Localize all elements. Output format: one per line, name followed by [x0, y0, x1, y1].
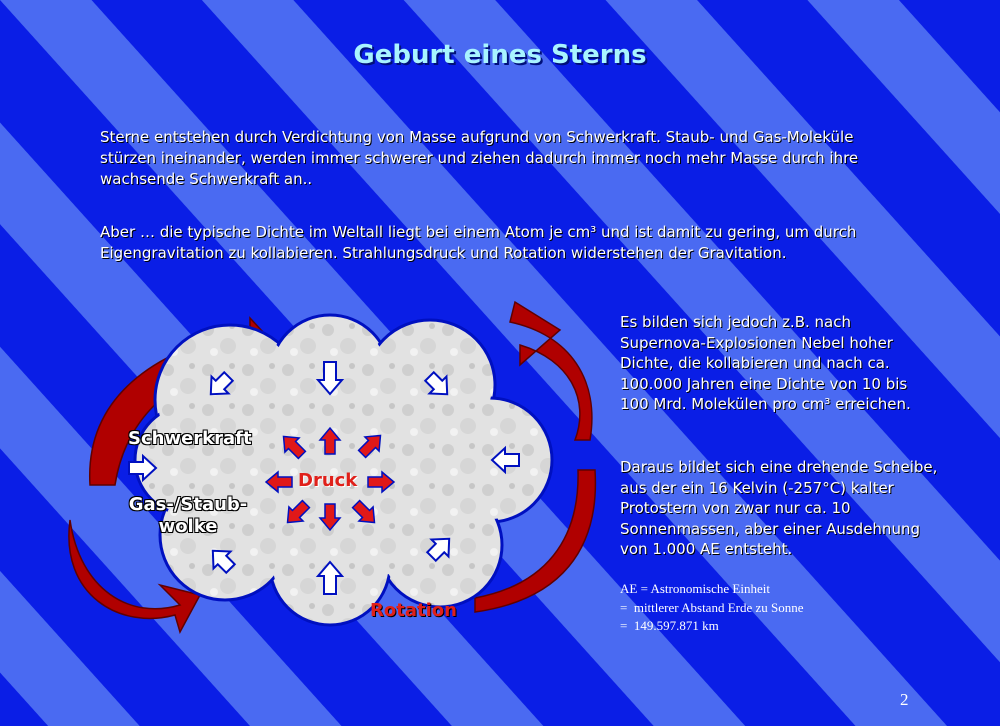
label-gas-dust-cloud: Gas-/Staub- wolke — [128, 494, 248, 537]
page-number: 2 — [900, 690, 909, 709]
paragraph-2: Aber … die typische Dichte im Weltall liegt bei einem Atom je cm³ und ist damit zu gering, um durch Eigengravitation zu kollabieren. Strahlungsdruck und Rotation widerstehen der Gravitation. — [100, 223, 857, 262]
label-gravity: Schwerkraft — [128, 428, 252, 449]
slide-title: Geburt eines Sterns — [353, 40, 647, 70]
paragraph-1: Sterne entstehen durch Verdichtung von Masse aufgrund von Schwerkraft. Staub- und Gas-Moleküle stürzen ineinander, werden immer schwerer und ziehen dadurch immer noch mehr Masse durch ihre wachsende Schwerkraft an.. — [100, 128, 859, 188]
paragraph-4: Daraus bildet sich eine drehende Scheibe, aus der ein 16 Kelvin (-257°C) kalter Protostern von zwar nur ca. 10 Sonnenmassen, aber einer Ausdehnung von 1.000 AE entsteht. — [620, 458, 938, 558]
ae-definition-note: AE = Astronomische Einheit = mittlerer Abstand Erde zu Sonne = 149.597.871 km — [620, 581, 804, 633]
label-pressure: Druck — [298, 470, 358, 491]
label-rotation: Rotation — [370, 600, 457, 621]
paragraph-3: Es bilden sich jedoch z.B. nach Supernova-Explosionen Nebel hoher Dichte, die kollabieren und nach ca. 100.000 Jahren eine Dichte von 10 bis 100 Mrd. Molekülen pro cm³ erreichen. — [620, 313, 911, 413]
